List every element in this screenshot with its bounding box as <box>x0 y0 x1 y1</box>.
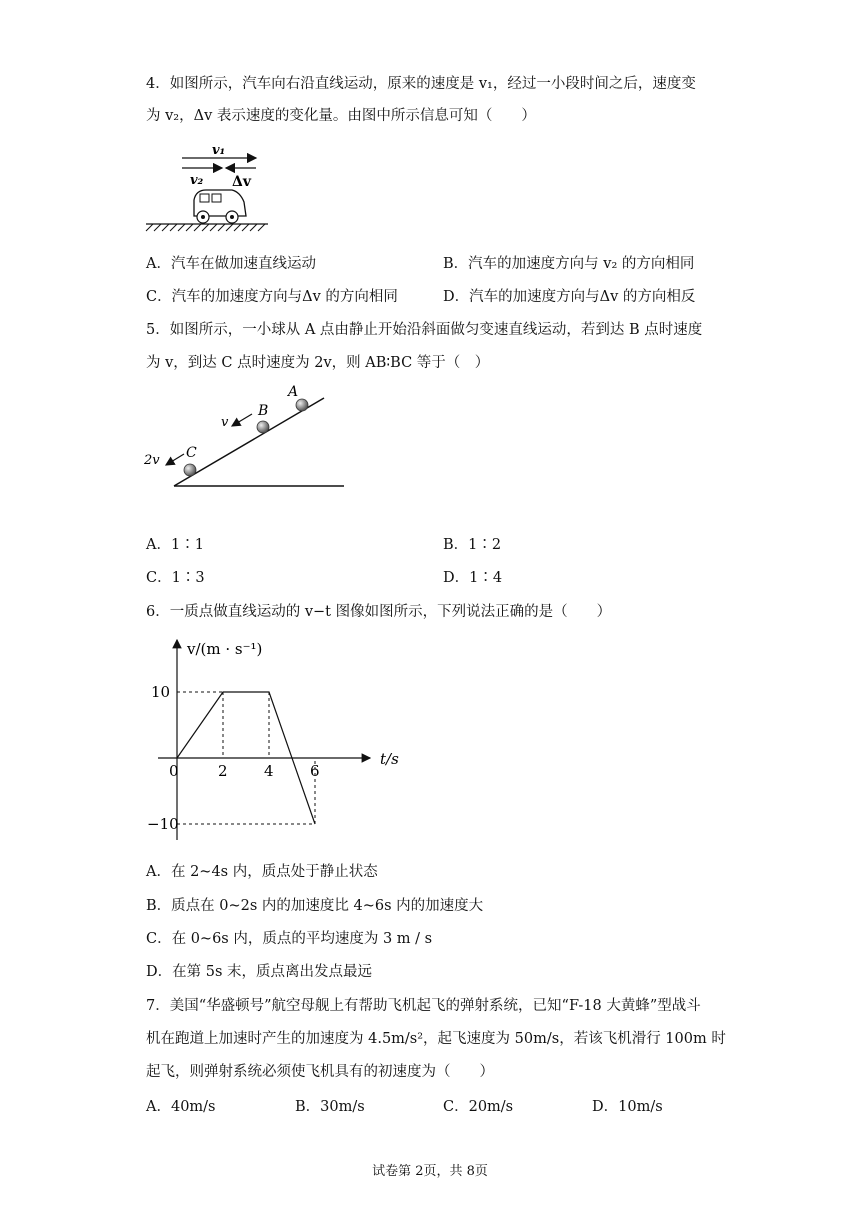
ball-b-icon <box>257 421 269 433</box>
q5-stem-line-1: 5．如图所示，一小球从 A 点由静止开始沿斜面做匀变速直线运动，若到达 B 点时速度 <box>146 322 703 338</box>
q7-option-a: A．40m/s <box>146 1099 216 1115</box>
q6-stem-line-1: 6．一质点做直线运动的 v−t 图像如图所示，下列说法正确的是（ ） <box>146 604 612 620</box>
q5-label-c: C <box>186 445 197 461</box>
q5-option-d: D．1∶4 <box>443 570 503 586</box>
q5-option-b: B．1∶2 <box>443 537 502 553</box>
q7-stem-line-1: 7．美国“华盛顿号”航空母舰上有帮助飞机起飞的弹射系统，已知“F-18 大黄蜂”型战斗 <box>146 998 701 1014</box>
y-tick-label: 10 <box>151 683 171 701</box>
x-tick-label: 4 <box>264 762 274 780</box>
q4-car-figure <box>140 138 270 238</box>
q6-option-d: D．在第 5s 末，质点离出发点最远 <box>146 964 373 980</box>
q5-v-label: v <box>221 415 229 430</box>
car-icon <box>194 190 246 223</box>
q7-stem-line-2: 机在跑道上加速时产生的加速度为 4.5m/s²，起飞速度为 50m/s，若该飞机滑行 100m 时 <box>146 1031 726 1047</box>
q6-option-c: C．在 0~6s 内，质点的平均速度为 3 m / s <box>146 931 433 947</box>
q5-option-a: A．1∶1 <box>146 537 204 553</box>
x-tick-label: 6 <box>310 762 320 780</box>
q4-option-c: C．汽车的加速度方向与Δv 的方向相同 <box>146 289 398 305</box>
ball-a-icon <box>296 399 308 411</box>
q5-label-b: B <box>258 403 269 419</box>
page-footer: 试卷第 2页，共 8页 <box>372 1164 488 1179</box>
q7-option-d: D．10m/s <box>592 1099 663 1115</box>
q4-option-a: A．汽车在做加速直线运动 <box>146 256 316 272</box>
vt-chart <box>140 630 420 850</box>
q5-stem-line-2: 为 v，到达 C 点时速度为 2v，则 AB∶BC 等于（ ） <box>146 355 490 371</box>
q7-stem-line-3: 起飞，则弹射系统必须使飞机具有的初速度为（ ） <box>146 1064 494 1080</box>
q4-v2-label: v₂ <box>190 173 204 188</box>
q5-v-arrow <box>232 414 252 426</box>
q6-option-b: B．质点在 0~2s 内的加速度比 4~6s 内的加速度大 <box>146 898 484 914</box>
q4-stem-line-2: 为 v₂，Δv 表示速度的变化量。由图中所示信息可知（ ） <box>146 108 536 124</box>
q5-incline-figure <box>140 380 350 492</box>
q4-v1-label: v₁ <box>212 143 226 158</box>
q5-option-c: C．1∶3 <box>146 570 205 586</box>
x-tick-label: 0 <box>169 762 179 780</box>
q5-2v-label: 2v <box>144 453 160 468</box>
x-tick-label: 2 <box>218 762 228 780</box>
q7-option-c: C．20m/s <box>443 1099 514 1115</box>
q7-option-b: B．30m/s <box>295 1099 365 1115</box>
q4-stem-line-1: 4．如图所示，汽车向右沿直线运动，原来的速度是 v₁，经过一小段时间之后，速度变 <box>146 76 696 92</box>
ball-c-icon <box>184 464 196 476</box>
q6-option-a: A．在 2~4s 内，质点处于静止状态 <box>146 864 378 880</box>
x-axis-label: t/s <box>380 750 399 768</box>
q4-option-b: B．汽车的加速度方向与 v₂ 的方向相同 <box>443 256 695 272</box>
q4-option-d: D．汽车的加速度方向与Δv 的方向相反 <box>443 289 696 305</box>
q5-2v-arrow <box>166 454 184 465</box>
y-tick-label: −10 <box>147 815 179 833</box>
q4-ground-hatch <box>146 224 265 231</box>
q4-dv-label: Δv <box>232 174 251 190</box>
y-axis-label: v/(m · s⁻¹) <box>187 640 263 658</box>
q5-label-a: A <box>288 384 299 400</box>
